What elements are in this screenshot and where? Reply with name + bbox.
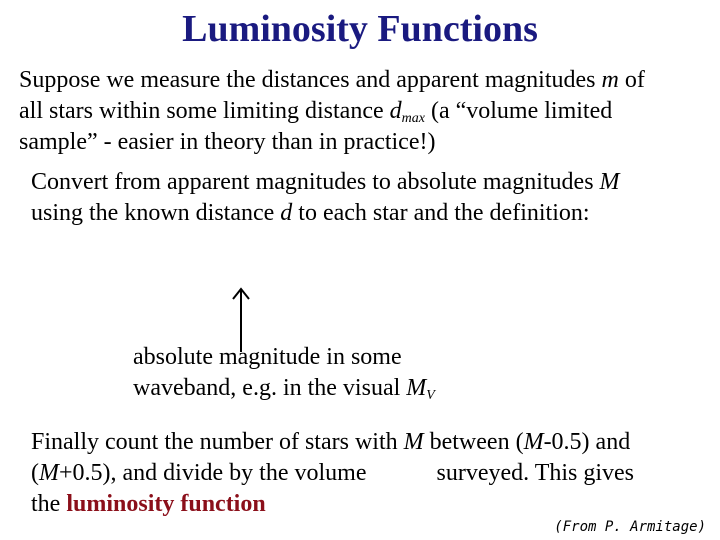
- convert-text: Convert from apparent magnitudes to absolute magnitudes: [31, 169, 600, 195]
- count-line-3: [31, 489, 681, 520]
- symbol-M: M: [403, 429, 424, 455]
- symbol-M: M: [406, 375, 427, 401]
- convert-paragraph: [31, 167, 701, 229]
- intro-text: all stars within some limiting distance: [19, 98, 390, 124]
- count-line-1: [31, 427, 681, 458]
- slide-title: Luminosity Functions: [182, 8, 538, 50]
- count-text: surveyed. This gives: [436, 460, 635, 486]
- symbol-M: M: [523, 429, 544, 455]
- source-credit: (From P. Armitage): [554, 519, 706, 535]
- intro-paragraph: [19, 65, 709, 158]
- symbol-m: m: [601, 67, 619, 93]
- intro-text: of: [618, 67, 645, 93]
- count-text: -0.5) and: [543, 429, 631, 455]
- note-line-1: absolute magnitude in some: [133, 344, 402, 370]
- symbol-d: d: [280, 200, 293, 226]
- symbol-max-subscript: max: [401, 111, 425, 126]
- intro-text: Suppose we measure the distances and apparent magnitudes: [19, 67, 602, 93]
- absolute-magnitude-note: [133, 342, 493, 404]
- count-text: (: [31, 460, 39, 486]
- count-text: between (: [423, 429, 524, 455]
- note-line-2: [133, 373, 493, 404]
- note-text: waveband, e.g. in the visual: [133, 375, 407, 401]
- count-text: Finally count the number of stars with: [31, 429, 404, 455]
- symbol-M: M: [599, 169, 620, 195]
- convert-line-2: [31, 198, 701, 229]
- convert-line-1: [31, 167, 701, 198]
- symbol-d: d: [389, 98, 402, 124]
- count-line-2: [31, 458, 681, 489]
- count-text: the: [31, 491, 67, 517]
- intro-line-2: [19, 96, 709, 127]
- count-paragraph: [31, 427, 681, 520]
- intro-line-1: [19, 65, 709, 96]
- luminosity-function-term: luminosity function: [66, 491, 266, 517]
- symbol-M: M: [39, 460, 59, 486]
- intro-line-3: sample” - easier in theory than in practice!): [19, 129, 436, 155]
- symbol-v-subscript: V: [426, 388, 435, 403]
- convert-text: to each star and the definition:: [292, 200, 590, 226]
- convert-text: using the known distance: [31, 200, 281, 226]
- intro-text: (a “volume limited: [424, 98, 613, 124]
- count-text: +0.5), and divide by the volume: [59, 460, 367, 486]
